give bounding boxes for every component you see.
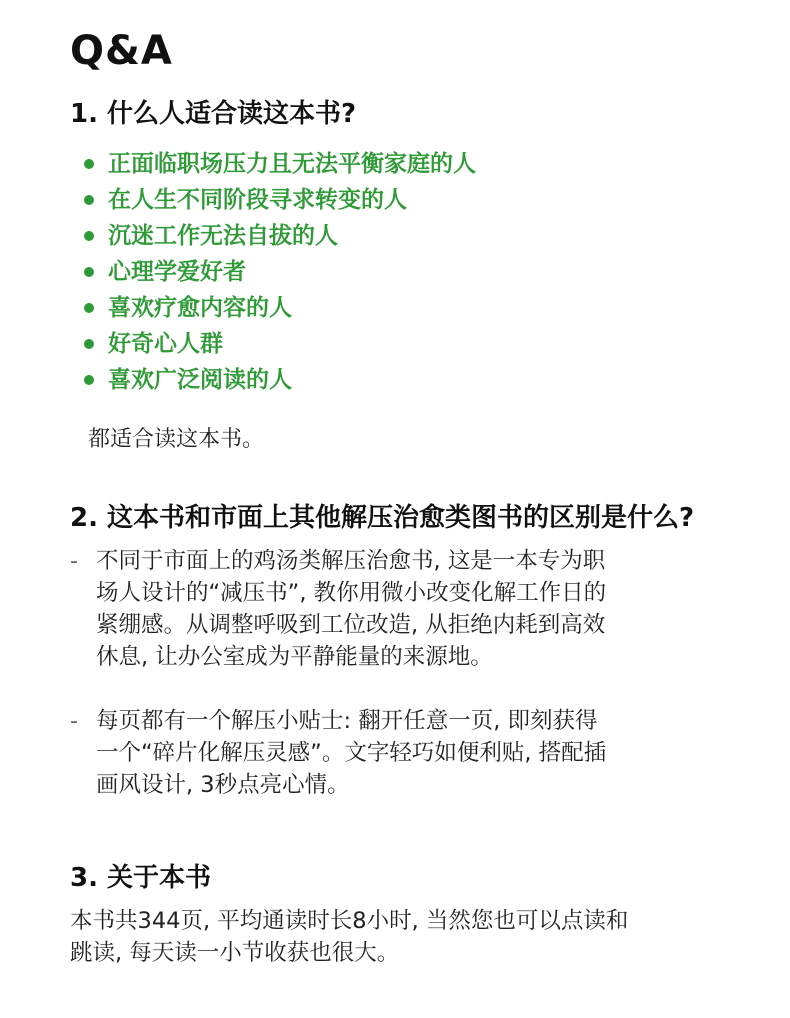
about-book-text: 本书共344页, 平均通读时长8小时, 当然您也可以点读和 跳读, 每天读一小节收获也很大。	[70, 908, 629, 966]
question-3-title: 3. 关于本书	[70, 863, 212, 893]
list-item-label: 喜欢疗愈内容的人	[108, 295, 292, 321]
list-item-label: 在人生不同阶段寻求转变的人	[108, 187, 407, 213]
page-title: Q&A	[70, 28, 173, 74]
dash-bullet: -	[70, 708, 79, 734]
bullet-dot-icon	[84, 231, 94, 241]
paragraph-text: 不同于市面上的鸡汤类解压治愈书, 这是一本专为职 场人设计的“减压书”, 教你用微小改变化解工作日的 紧绷感。从调整呼吸到工位改造, 从拒绝内耗到高效 休息, 让办公室成为平静能量的来源地。	[96, 548, 607, 670]
paragraph-text: 每页都有一个解压小贴士: 翻开任意一页, 即刻获得 一个“碎片化解压灵感”。文字轻巧如便利贴, 搭配插 画风设计, 3秒点亮心情。	[96, 708, 607, 798]
list-item-label: 沉迷工作无法自拔的人	[108, 223, 338, 249]
list-item	[84, 182, 476, 218]
bullet-dot-icon	[84, 375, 94, 385]
list-item-label: 正面临职场压力且无法平衡家庭的人	[108, 151, 476, 177]
bullet-dot-icon	[84, 159, 94, 169]
question-2-title: 2. 这本书和市面上其他解压治愈类图书的区别是什么?	[70, 503, 695, 533]
bullet-dot-icon	[84, 195, 94, 205]
list-item	[84, 326, 476, 362]
list-item	[84, 290, 476, 326]
list-item-label: 心理学爱好者	[108, 259, 246, 285]
question-1-footer: 都适合读这本书。	[88, 427, 265, 452]
bullet-dot-icon	[84, 339, 94, 349]
audience-list	[84, 146, 476, 398]
list-item	[84, 254, 476, 290]
list-item-label: 好奇心人群	[108, 331, 223, 357]
difference-paragraph-1	[70, 545, 750, 673]
question-1-title: 1. 什么人适合读这本书?	[70, 99, 357, 129]
list-item	[84, 362, 476, 398]
list-item	[84, 146, 476, 182]
difference-paragraph-2	[70, 705, 750, 801]
bullet-dot-icon	[84, 267, 94, 277]
dash-bullet: -	[70, 548, 79, 574]
list-item	[84, 218, 476, 254]
list-item-label: 喜欢广泛阅读的人	[108, 367, 292, 393]
bullet-dot-icon	[84, 303, 94, 313]
